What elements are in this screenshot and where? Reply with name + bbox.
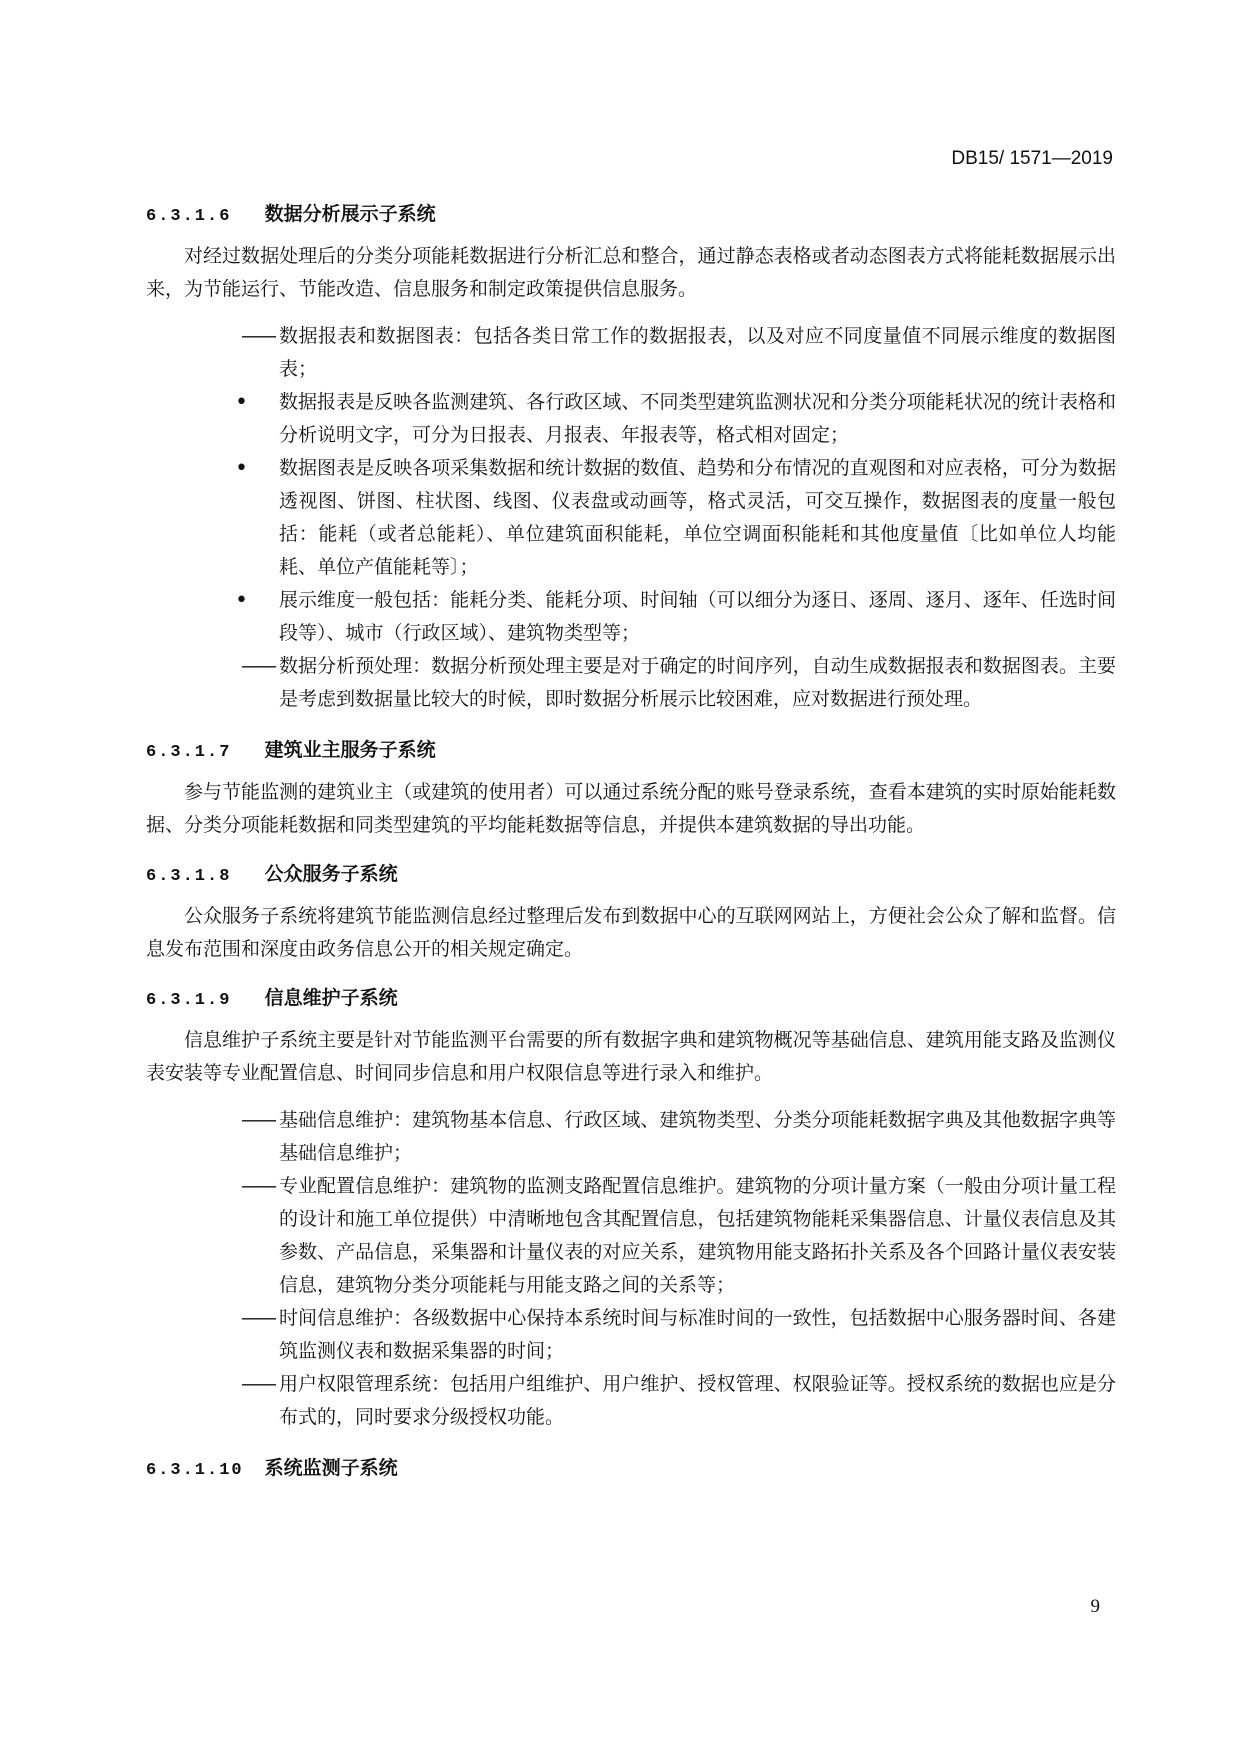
section-title: 信息维护子系统 (264, 987, 398, 1009)
document-code: DB15/ 1571—2019 (951, 148, 1113, 169)
bullet-icon: • (235, 588, 248, 613)
section-number: 6.3.1.6 (146, 207, 232, 226)
section-paragraph: 公众服务子系统将建筑节能监测信息经过整理后发布到数据中心的互联网网站上，方便社会公众了解和监督。信息发布范围和深度由政务信息公开的相关规定确定。 (146, 905, 1116, 960)
section-number: 6.3.1.10 (146, 1461, 244, 1480)
section-paragraph: 对经过数据处理后的分类分项能耗数据进行分析汇总和整合，通过静态表格或者动态图表方式将能耗数据展示出来，为节能运行、节能改造、信息服务和制定政策提供信息服务。 (146, 245, 1116, 300)
section-6-3-1-10 (146, 1450, 1116, 1486)
section-6-3-1-8 (146, 856, 1116, 966)
dash-marker: —— (241, 1307, 275, 1329)
list-item (146, 386, 1116, 452)
bullet-icon: • (235, 390, 248, 415)
dash-marker: —— (241, 1109, 275, 1131)
dash-marker: —— (241, 1373, 275, 1395)
list-item-text: 数据分析预处理：数据分析预处理主要是对于确定的时间序列，自动生成数据报表和数据图表。主要是考虑到数据量比较大的时候，即时数据分析展示比较困难，应对数据进行预处理。 (279, 655, 1116, 710)
section-title: 公众服务子系统 (264, 863, 398, 885)
page-number: 9 (1090, 1596, 1100, 1617)
list-item-text: 数据报表是反映各监测建筑、各行政区域、不同类型建筑监测状况和分类分项能耗状况的统计表格和分析说明文字，可分为日报表、月报表、年报表等，格式相对固定； (279, 391, 1116, 446)
section-heading (146, 1450, 1116, 1486)
list-item (146, 1104, 1116, 1170)
dash-marker: —— (241, 655, 275, 677)
section-paragraph: 信息维护子系统主要是针对节能监测平台需要的所有数据字典和建筑物概况等基础信息、建筑用能支路及监测仪表安装等专业配置信息、时间同步信息和用户权限信息等进行录入和维护。 (146, 1029, 1116, 1084)
dash-marker: —— (241, 1175, 275, 1197)
bullet-icon: • (235, 456, 248, 481)
section-6-3-1-7 (146, 732, 1116, 842)
section-6-3-1-6 (146, 196, 1116, 726)
list-item-text: 用户权限管理系统：包括用户组维护、用户维护、授权管理、权限验证等。授权系统的数据也应是分布式的，同时要求分级授权功能。 (279, 1373, 1116, 1428)
list-item (146, 650, 1116, 716)
list-item-text: 数据报表和数据图表：包括各类日常工作的数据报表，以及对应不同度量值不同展示维度的数据图表； (279, 325, 1116, 380)
section-heading (146, 856, 1116, 892)
section-heading (146, 732, 1116, 768)
section-number: 6.3.1.8 (146, 867, 232, 886)
section-6-3-1-9 (146, 980, 1116, 1444)
list-item (146, 452, 1116, 584)
list-item-text: 展示维度一般包括：能耗分类、能耗分项、时间轴（可以细分为逐日、逐周、逐月、逐年、任选时间段等）、城市（行政区域）、建筑物类型等； (279, 589, 1116, 644)
section-title: 系统监测子系统 (264, 1457, 398, 1479)
section-heading (146, 196, 1116, 232)
list-item (146, 584, 1116, 650)
list-item (146, 1170, 1116, 1302)
section-heading (146, 980, 1116, 1016)
list-item (146, 1302, 1116, 1368)
list-item-text: 专业配置信息维护：建筑物的监测支路配置信息维护。建筑物的分项计量方案（一般由分项计量工程的设计和施工单位提供）中清晰地包含其配置信息，包括建筑物能耗采集器信息、计量仪表信息及其参数、产品信息，采集器和计量仪表的对应关系，建筑物用能支路拓扑关系及各个回路计量仪表安装信息，建筑物分类分项能耗与用能支路之间的关系等； (279, 1175, 1116, 1296)
list-item-text: 基础信息维护：建筑物基本信息、行政区域、建筑物类型、分类分项能耗数据字典及其他数据字典等基础信息维护； (279, 1109, 1116, 1164)
list-item-text: 时间信息维护：各级数据中心保持本系统时间与标准时间的一致性，包括数据中心服务器时间、各建筑监测仪表和数据采集器的时间； (279, 1307, 1116, 1362)
dash-marker: —— (241, 325, 275, 347)
section-title: 建筑业主服务子系统 (264, 739, 436, 761)
section-number: 6.3.1.9 (146, 991, 232, 1010)
list-item (146, 1368, 1116, 1434)
section-paragraph: 参与节能监测的建筑业主（或建筑的使用者）可以通过系统分配的账号登录系统，查看本建筑的实时原始能耗数据、分类分项能耗数据和同类型建筑的平均能耗数据等信息，并提供本建筑数据的导出功能。 (146, 781, 1116, 836)
list-item-text: 数据图表是反映各项采集数据和统计数据的数值、趋势和分布情况的直观图和对应表格，可分为数据透视图、饼图、柱状图、线图、仪表盘或动画等，格式灵活，可交互操作，数据图表的度量一般包括：能耗（或者总能耗）、单位建筑面积能耗，单位空调面积能耗和其他度量值〔比如单位人均能耗、单位产值能耗等〕； (279, 457, 1116, 578)
section-title: 数据分析展示子系统 (264, 203, 436, 225)
section-number: 6.3.1.7 (146, 743, 232, 762)
document-body (146, 196, 1116, 1492)
list-item (146, 320, 1116, 386)
